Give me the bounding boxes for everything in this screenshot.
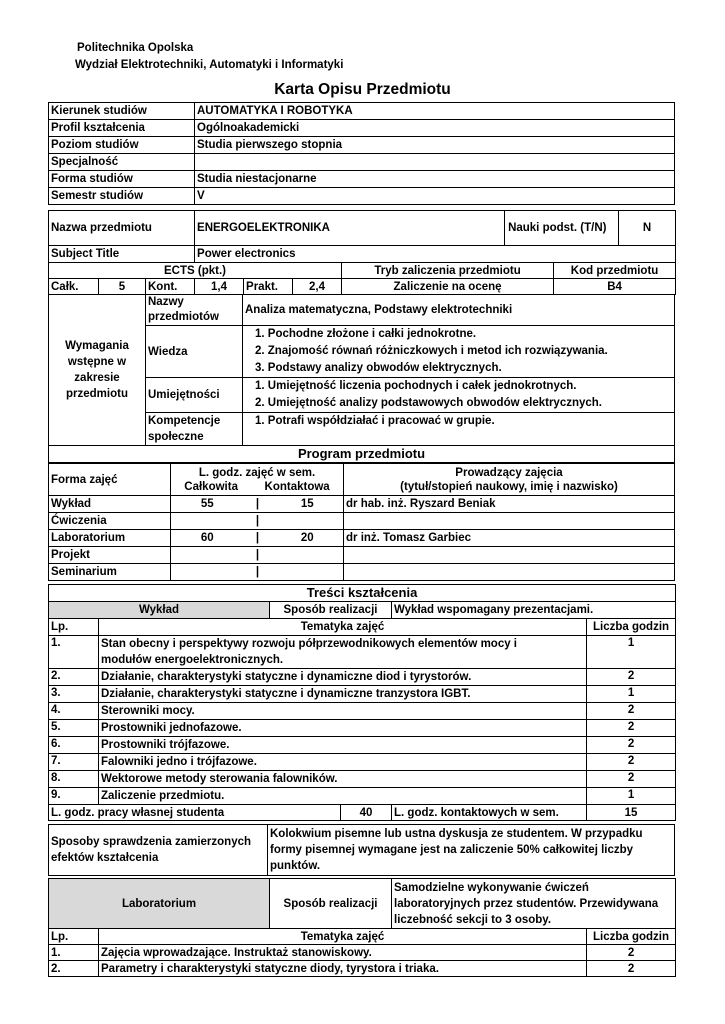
hours-separator: | [244, 564, 272, 581]
study-value: Studia niestacjonarne [195, 171, 675, 188]
total-value: 5 [99, 279, 146, 295]
course-name-value: ENERGOELEKTRONIKA [195, 211, 505, 246]
study-label: Specjalność [49, 154, 195, 171]
own-work-label: L. godz. pracy własnej studenta [49, 805, 341, 821]
program-row [49, 513, 675, 530]
topic-hours: 1 [587, 636, 676, 669]
page-title: Karta Opisu Przedmiotu [274, 81, 451, 98]
program-row [49, 530, 675, 547]
hours-label: L. godz. zajęć w sem. [198, 466, 316, 479]
assessment-value: Kolokwium pisemne lub ustna dyskusja ze studentem. W przypadku formy pisemnej wymagane jest na zaliczenie 50% całkowitej liczby punktów. [268, 825, 675, 876]
subject-title-label: Subject Title [49, 246, 195, 263]
lecture-content-table [48, 584, 676, 821]
prereq-label: Wymagania wstępne w zakresie przedmiotu [49, 295, 146, 446]
total-label: Całk. [49, 279, 99, 295]
lecture-topic-row [49, 771, 676, 788]
lab-label: Laboratorium [49, 879, 270, 929]
topic-text: Parametry i charakterystyki statyczne diody, tyrystora i triaka. [99, 961, 587, 977]
study-label: Kierunek studiów [49, 103, 195, 120]
study-info-table [48, 102, 675, 205]
lecturer-label: Prowadzący zajęcia [455, 466, 563, 479]
topic-hours: 2 [587, 961, 676, 977]
mode-label: Tryb zaliczenia przedmiotu [342, 263, 554, 279]
social-label: Kompetencje społeczne [146, 413, 243, 446]
lab-topic-row [49, 961, 676, 977]
social-value: 1. Potrafi współdziałać i pracować w grupie. [243, 413, 675, 446]
assessment-table [48, 824, 675, 876]
skills-item: 2. Umiejętność analizy podstawowych obwodów elektrycznych. [255, 397, 603, 409]
lab-hours-label: Liczba godzin [587, 929, 676, 945]
total-hours-label: Całkowita [184, 480, 238, 493]
study-row [49, 120, 675, 137]
total-hours: 60 [171, 530, 244, 547]
total-hours: 55 [171, 496, 244, 513]
topic-hours: 2 [587, 703, 676, 720]
program-row [49, 496, 675, 513]
study-value: AUTOMATYKA I ROBOTYKA [195, 103, 675, 120]
topic-text: Prostowniki trójfazowe. [99, 737, 587, 754]
topic-lp: 1. [49, 945, 99, 961]
lecture-topic-label: Tematyka zajęć [99, 619, 587, 636]
contact-hours-sem-value: 15 [587, 805, 676, 821]
lecturer-name [344, 547, 675, 564]
topic-lp: 6. [49, 737, 99, 754]
skills-item: 1. Umiejętność liczenia pochodnych i całek jednokrotnych. [255, 380, 577, 392]
topic-text: Wektorowe metody sterowania falowników. [99, 771, 587, 788]
study-row [49, 103, 675, 120]
contact-hours: 20 [272, 530, 344, 547]
basic-science-value: N [618, 211, 675, 245]
topic-lp: 3. [49, 686, 99, 703]
program-row [49, 564, 675, 581]
hours-separator: | [244, 547, 272, 564]
topic-lp: 5. [49, 720, 99, 737]
hours-separator: | [244, 496, 272, 513]
lecture-topic-row [49, 636, 676, 669]
lecture-topic-row [49, 754, 676, 771]
lab-method-label: Sposób realizacji [270, 879, 392, 929]
names-label: Nazwy przedmiotów [146, 295, 243, 326]
prakt-value: 2,4 [293, 279, 342, 295]
study-label: Profil kształcenia [49, 120, 195, 137]
lecture-topic-row [49, 686, 676, 703]
program-table [48, 463, 675, 581]
topic-text: Prostowniki jednofazowe. [99, 720, 587, 737]
ects-label: ECTS (pkt.) [49, 263, 342, 279]
lecture-method-value: Wykład wspomagany prezentacjami. [392, 602, 676, 619]
knowledge-item: 3. Podstawy analizy obwodów elektrycznych. [255, 362, 502, 374]
program-title: Program przedmiotu [49, 446, 675, 463]
knowledge-item: 1. Pochodne złożone i całki jednokrotne. [255, 328, 477, 340]
knowledge-label: Wiedza [146, 326, 243, 378]
course-table [48, 210, 676, 295]
study-label: Poziom studiów [49, 137, 195, 154]
topic-hours: 2 [587, 945, 676, 961]
hours-separator: | [244, 530, 272, 547]
topic-text: Działanie, charakterystyki statyczne i dynamiczne diod i tyrystorów. [99, 669, 587, 686]
study-value: Studia pierwszego stopnia [195, 137, 675, 154]
topic-text: Zajęcia wprowadzające. Instruktaż stanowiskowy. [99, 945, 587, 961]
lecturer-name: dr hab. inż. Ryszard Beniak [344, 496, 675, 513]
university-name: Politechnika Opolska [77, 42, 194, 54]
course-name-label: Nazwa przedmiotu [49, 211, 195, 246]
study-row [49, 154, 675, 171]
names-value: Analiza matematyczna, Podstawy elektrotechniki [243, 295, 675, 326]
lecturer-sub-label: (tytuł/stopień naukowy, imię i nazwisko) [400, 480, 618, 493]
basic-science-label: Nauki podst. (T/N) [508, 222, 607, 234]
prakt-label: Prakt. [244, 279, 293, 295]
lecture-topic-row [49, 788, 676, 805]
form-name: Seminarium [49, 564, 171, 581]
topic-lp: 2. [49, 961, 99, 977]
code-label: Kod przedmiotu [554, 263, 676, 279]
hours-separator: | [244, 513, 272, 530]
skills-label: Umiejętności [146, 378, 243, 413]
total-hours [171, 513, 244, 530]
lecture-topic-row [49, 737, 676, 754]
study-row [49, 171, 675, 188]
form-name: Ćwiczenia [49, 513, 171, 530]
contact-hours-sem-label: L. godz. kontaktowych w sem. [392, 805, 587, 821]
lab-topic-row [49, 945, 676, 961]
mode-value: Zaliczenie na ocenę [342, 279, 554, 295]
lecture-topic-row [49, 703, 676, 720]
topic-hours: 2 [587, 737, 676, 754]
study-value: Ogólnoakademicki [195, 120, 675, 137]
lecture-hours-label: Liczba godzin [587, 619, 676, 636]
lecture-topic-row [49, 669, 676, 686]
form-label: Forma zajęć [49, 464, 171, 496]
topic-lp: 1. [49, 636, 99, 669]
contact-hours: 15 [272, 496, 344, 513]
lecture-label: Wykład [49, 602, 270, 619]
study-row [49, 137, 675, 154]
lab-topic-label: Tematyka zajęć [99, 929, 587, 945]
contact-hours [272, 564, 344, 581]
total-hours [171, 547, 244, 564]
topic-text: Zaliczenie przedmiotu. [99, 788, 587, 805]
topic-lp: 4. [49, 703, 99, 720]
contact-hours-label: Kontaktowa [264, 480, 330, 493]
topic-hours: 2 [587, 669, 676, 686]
topic-lp: 2. [49, 669, 99, 686]
topic-text: Działanie, charakterystyki statyczne i dynamiczne tranzystora IGBT. [99, 686, 587, 703]
lecture-method-label: Sposób realizacji [270, 602, 392, 619]
total-hours [171, 564, 244, 581]
code-value: B4 [554, 279, 676, 295]
study-value: V [195, 188, 675, 205]
lecturer-name: dr inż. Tomasz Garbiec [344, 530, 675, 547]
contact-hours [272, 513, 344, 530]
subject-title-value: Power electronics [195, 246, 676, 263]
form-name: Laboratorium [49, 530, 171, 547]
form-name: Projekt [49, 547, 171, 564]
kont-value: 1,4 [195, 279, 244, 295]
study-value [195, 154, 675, 171]
topic-hours: 2 [587, 771, 676, 788]
kont-label: Kont. [146, 279, 195, 295]
topic-lp: 9. [49, 788, 99, 805]
prereq-table [48, 294, 675, 463]
lab-content-table [48, 878, 676, 977]
topic-hours: 1 [587, 686, 676, 703]
topic-hours: 2 [587, 754, 676, 771]
topic-lp: 7. [49, 754, 99, 771]
assessment-label: Sposoby sprawdzenia zamierzonych efektów kształcenia [49, 825, 268, 876]
content-title: Treści kształcenia [49, 585, 676, 602]
study-label: Forma studiów [49, 171, 195, 188]
form-name: Wykład [49, 496, 171, 513]
study-label: Semestr studiów [49, 188, 195, 205]
topic-text: Falowniki jedno i trójfazowe. [99, 754, 587, 771]
knowledge-item: 2. Znajomość równań różniczkowych i metod ich rozwiązywania. [255, 345, 608, 357]
topic-text: Sterowniki mocy. [99, 703, 587, 720]
lecturer-name [344, 564, 675, 581]
lab-method-value: Samodzielne wykonywanie ćwiczeń laboratoryjnych przez studentów. Przewidywana liczebność sekcji to 3 osoby. [392, 879, 676, 929]
lecturer-name [344, 513, 675, 530]
topic-lp: 8. [49, 771, 99, 788]
study-row [49, 188, 675, 205]
topic-hours: 1 [587, 788, 676, 805]
program-row [49, 547, 675, 564]
lab-lp-label: Lp. [49, 929, 99, 945]
contact-hours [272, 547, 344, 564]
lecture-topic-row [49, 720, 676, 737]
lecture-lp-label: Lp. [49, 619, 99, 636]
own-work-value: 40 [341, 805, 392, 821]
topic-text: Stan obecny i perspektywy rozwoju półprzewodnikowych elementów mocy i modułów energoelektronicznych. [99, 636, 587, 669]
topic-hours: 2 [587, 720, 676, 737]
faculty-name: Wydział Elektrotechniki, Automatyki i Informatyki [75, 59, 344, 71]
